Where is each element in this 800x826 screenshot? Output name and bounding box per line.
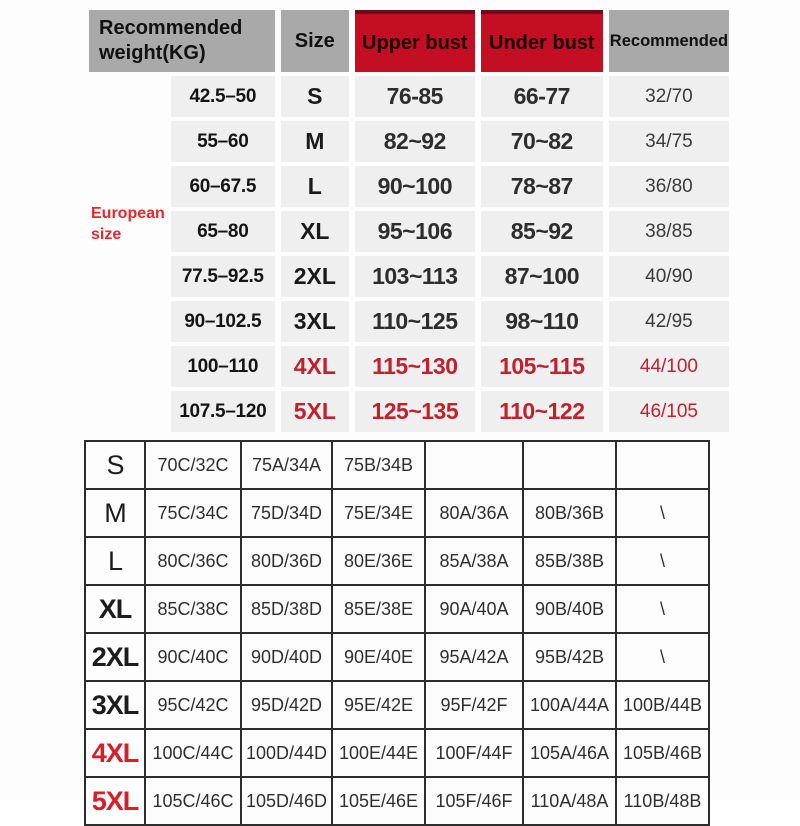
table-row bbox=[89, 121, 729, 162]
table-row bbox=[89, 166, 729, 207]
cup-cell: 80A/36A bbox=[425, 489, 523, 537]
table-row bbox=[85, 585, 709, 633]
cup-cell: 110A/48A bbox=[523, 777, 616, 825]
cup-cell: 85A/38A bbox=[425, 537, 523, 585]
under-bust-cell: 66-77 bbox=[481, 76, 603, 117]
recommended-cell: 42/95 bbox=[609, 301, 729, 342]
upper-bust-cell: 90~100 bbox=[355, 166, 475, 207]
under-bust-cell: 78~87 bbox=[481, 166, 603, 207]
under-bust-cell: 105~115 bbox=[481, 346, 603, 387]
size-label: 4XL bbox=[85, 729, 145, 777]
under-bust-cell: 98~110 bbox=[481, 301, 603, 342]
cup-cell: \ bbox=[616, 537, 709, 585]
upper-bust-cell: 82~92 bbox=[355, 121, 475, 162]
upper-bust-cell: 76-85 bbox=[355, 76, 475, 117]
cup-cell: \ bbox=[616, 633, 709, 681]
size-label: 2XL bbox=[85, 633, 145, 681]
recommended-cell: 36/80 bbox=[609, 166, 729, 207]
size-label: 3XL bbox=[85, 681, 145, 729]
size-cell: 2XL bbox=[281, 256, 349, 297]
cup-cell: 80D/36D bbox=[241, 537, 332, 585]
upper-bust-cell: 103~113 bbox=[355, 256, 475, 297]
size-label: 5XL bbox=[85, 777, 145, 825]
header-recommended-weight: Recommended weight(KG) bbox=[89, 10, 275, 72]
cup-cell: 95C/42C bbox=[145, 681, 241, 729]
size-label: L bbox=[85, 537, 145, 585]
recommended-cell: 34/75 bbox=[609, 121, 729, 162]
cup-cell: 90E/40E bbox=[332, 633, 425, 681]
size-cell: M bbox=[281, 121, 349, 162]
cup-cell: 105F/46F bbox=[425, 777, 523, 825]
cup-cell bbox=[425, 441, 523, 489]
weight-cell: 90–102.5 bbox=[171, 301, 275, 342]
table-row bbox=[85, 681, 709, 729]
table-row bbox=[89, 256, 729, 297]
upper-bust-cell: 115~130 bbox=[355, 346, 475, 387]
cup-cell: 105E/46E bbox=[332, 777, 425, 825]
size-cell: XL bbox=[281, 211, 349, 252]
recommended-cell: 32/70 bbox=[609, 76, 729, 117]
table-row bbox=[85, 489, 709, 537]
cup-cell: 75E/34E bbox=[332, 489, 425, 537]
size-cell: 5XL bbox=[281, 391, 349, 432]
cup-cell: 105B/46B bbox=[616, 729, 709, 777]
cup-cell: 100D/44D bbox=[241, 729, 332, 777]
table-row bbox=[89, 346, 729, 387]
recommended-cell: 40/90 bbox=[609, 256, 729, 297]
cup-cell: 80C/36C bbox=[145, 537, 241, 585]
cup-cell: 80E/36E bbox=[332, 537, 425, 585]
cup-cell: 100B/44B bbox=[616, 681, 709, 729]
cup-cell: 105D/46D bbox=[241, 777, 332, 825]
weight-cell: 65–80 bbox=[171, 211, 275, 252]
under-bust-cell: 87~100 bbox=[481, 256, 603, 297]
table-row bbox=[89, 301, 729, 342]
cup-cell: 100F/44F bbox=[425, 729, 523, 777]
recommended-cell: 44/100 bbox=[609, 346, 729, 387]
cup-cell: 90B/40B bbox=[523, 585, 616, 633]
size-cell: L bbox=[281, 166, 349, 207]
cup-cell: 105C/46C bbox=[145, 777, 241, 825]
cup-cell: 75A/34A bbox=[241, 441, 332, 489]
cup-cell: 85C/38C bbox=[145, 585, 241, 633]
recommended-cell: 46/105 bbox=[609, 391, 729, 432]
table-row bbox=[85, 729, 709, 777]
size-cell: S bbox=[281, 76, 349, 117]
cup-cell: 85B/38B bbox=[523, 537, 616, 585]
upper-bust-cell: 110~125 bbox=[355, 301, 475, 342]
cup-cell: 90A/40A bbox=[425, 585, 523, 633]
cup-cell: 95B/42B bbox=[523, 633, 616, 681]
cup-cell: 95A/42A bbox=[425, 633, 523, 681]
weight-cell: 60–67.5 bbox=[171, 166, 275, 207]
cup-cell: 100E/44E bbox=[332, 729, 425, 777]
cup-cell: 95F/42F bbox=[425, 681, 523, 729]
table-row bbox=[89, 76, 729, 117]
header-upper-bust: Upper bust bbox=[355, 10, 475, 72]
cup-cell: 95D/42D bbox=[241, 681, 332, 729]
header-size: Size bbox=[281, 10, 349, 72]
cup-cell: 75B/34B bbox=[332, 441, 425, 489]
recommended-cell: 38/85 bbox=[609, 211, 729, 252]
weight-cell: 107.5–120 bbox=[171, 391, 275, 432]
cup-cell: 110B/48B bbox=[616, 777, 709, 825]
weight-cell: 55–60 bbox=[171, 121, 275, 162]
european-size-label: European size bbox=[91, 205, 165, 243]
cup-size-table bbox=[84, 440, 710, 826]
cup-cell: 90C/40C bbox=[145, 633, 241, 681]
cup-cell: 90D/40D bbox=[241, 633, 332, 681]
table-row bbox=[85, 441, 709, 489]
cup-cell bbox=[616, 441, 709, 489]
cup-cell: 105A/46A bbox=[523, 729, 616, 777]
size-cell: 4XL bbox=[281, 346, 349, 387]
under-bust-cell: 70~82 bbox=[481, 121, 603, 162]
cup-cell: 85E/38E bbox=[332, 585, 425, 633]
upper-bust-cell: 95~106 bbox=[355, 211, 475, 252]
cup-cell: 75D/34D bbox=[241, 489, 332, 537]
measurement-table bbox=[83, 6, 735, 436]
cup-cell: 85D/38D bbox=[241, 585, 332, 633]
measurement-header-row bbox=[89, 10, 729, 72]
size-label: S bbox=[85, 441, 145, 489]
table-row bbox=[89, 391, 729, 432]
cup-cell: 95E/42E bbox=[332, 681, 425, 729]
cup-cell: 100A/44A bbox=[523, 681, 616, 729]
under-bust-cell: 110~122 bbox=[481, 391, 603, 432]
size-cell: 3XL bbox=[281, 301, 349, 342]
table-row bbox=[85, 537, 709, 585]
size-label: XL bbox=[85, 585, 145, 633]
table-row bbox=[85, 777, 709, 825]
weight-cell: 77.5–92.5 bbox=[171, 256, 275, 297]
header-under-bust: Under bust bbox=[481, 10, 603, 72]
cup-cell: 100C/44C bbox=[145, 729, 241, 777]
table-row bbox=[85, 633, 709, 681]
cup-cell bbox=[523, 441, 616, 489]
upper-bust-cell: 125~135 bbox=[355, 391, 475, 432]
header-recommended: Recommended bbox=[609, 10, 729, 72]
weight-cell: 42.5–50 bbox=[171, 76, 275, 117]
weight-cell: 100–110 bbox=[171, 346, 275, 387]
size-label: M bbox=[85, 489, 145, 537]
cup-cell: 70C/32C bbox=[145, 441, 241, 489]
cup-cell: \ bbox=[616, 585, 709, 633]
under-bust-cell: 85~92 bbox=[481, 211, 603, 252]
cup-cell: \ bbox=[616, 489, 709, 537]
table-row bbox=[89, 211, 729, 252]
cup-cell: 75C/34C bbox=[145, 489, 241, 537]
cup-cell: 80B/36B bbox=[523, 489, 616, 537]
